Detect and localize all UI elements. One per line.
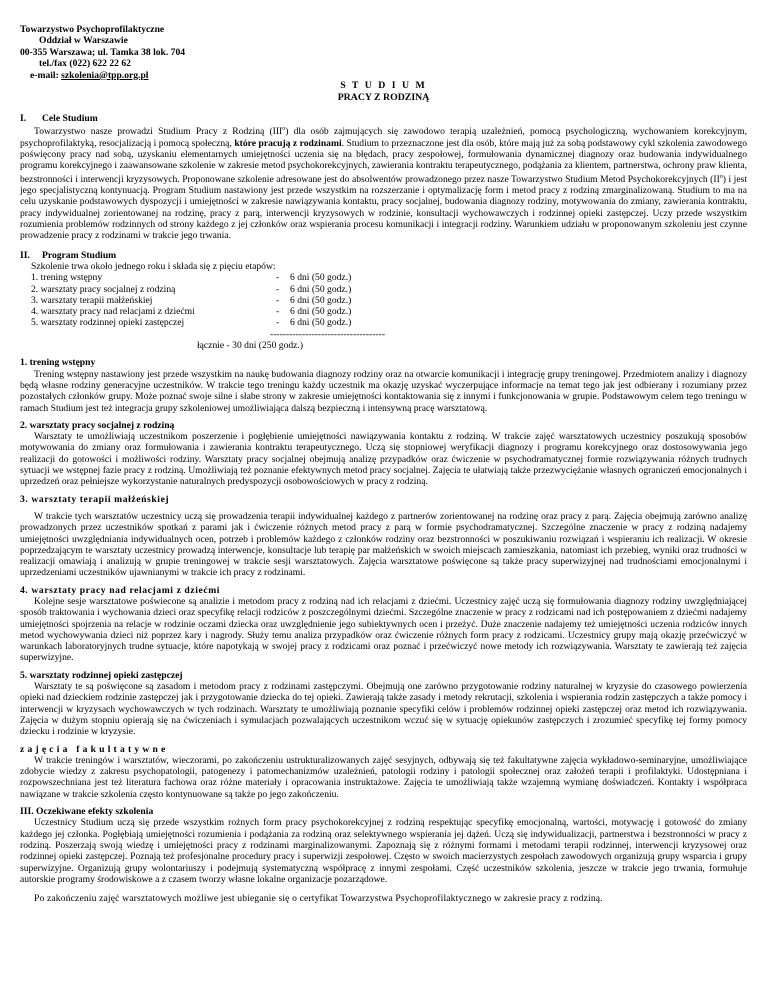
program-schedule xyxy=(31,261,747,351)
optional-classes-text: W trakcie treningów i warsztatów, wieczorami, po zakończeniu ustrukturalizowanych zajęć sesyjnych, odbywają się też fakultatywne zajęcia wykładowo-seminaryjne, umożliwiające zdobycie wiedzy z zakresu psychopatologii, patogenezy i patomechanizmów uzależnień, patologii rodziny i patologii społecznej oraz założeń terapii i profilaktyki. Udostępniana i rozpowszechniana jest też literatura fachowa oraz różne materiały i opracowania instruktażowe. Zajęcia te umożliwiają także wzajemną wymianę doświadczeń. Kontakty i współpraca nawiązane w trakcie szkolenia często kontynuowane są także po jego zakończeniu. xyxy=(20,754,747,800)
section-1-title: Cele Studium xyxy=(42,113,98,125)
document-page xyxy=(20,24,747,904)
section-2-heading xyxy=(20,250,747,261)
schedule-row: 3. warsztaty terapii małżeńskiej - 6 dni (50 godz.) xyxy=(31,294,352,306)
part-5-text: Warsztaty te są poświęcone są zasadom i metodom pracy z rodzinami zastępczymi. Obejmują one zarówno przygotowanie rodziny naturalnej w kryzysie do czasowego powierzenia opieki nad dzieckiem rodzinie zastępczej jak i przygotowanie dziecka do tej opieki. Zawierają także zasady i metody rekrutacji, szkolenia i wspierania rodzin zastępczych a także pomocy i interwencji w kryzysach wychowawczych w tych rodzinach. Warsztaty te umożliwiają poznanie specyfiki celów i problemów rodzinnej opieki zastępczej oraz metod ich rozwiązywania. Zajęcia w dużym stopniu opierają się na ćwiczeniach i symulacjach pozwalających uczestnikom wczuć się w sytuację opiekunów zastępczych i zrozumieć specyfikę tej formy pomocy dziecku i rodzinie w kryzysie. xyxy=(20,681,747,738)
optional-classes-heading: zajęcia fakultatywne xyxy=(20,743,169,755)
schedule-total: łącznie - 30 dni (250 godz.) xyxy=(197,340,304,352)
section-2-number: II. xyxy=(20,249,30,261)
org-phone: tel./fax (022) 622 22 62 xyxy=(39,58,131,70)
schedule-separator: ------------------------------------ xyxy=(270,328,386,340)
part-3-text: W trakcie tych warsztatów uczestnicy uczą się prowadzenia terapii indywidualnej każdego z partnerów zorientowanej na rodzinę oraz pracy z parą. Zajęcia obejmują zarówno analizę prowadzonych przez uczestników spotkań z parami jak i ćwiczenie różnych metod pracy z parą w formie psychodramatycznej. Szczególne znaczenie w pracy z rodziną nadajemy umiejętności uwzględniania indywidualnych ocen, potrzeb i problemów każdego z członków rodziny oraz bezstronności w poszukiwaniu rozwiązań i wspieraniu ich realizacji. W okresie poprzedzającym te warsztaty uczestnicy prowadzą interwencje, konsultacje lub terapię par małżeńskich w swoich miejscach zamieszkania, natomiast ich przebieg, wyniki oraz trudności w realizacji omawiają i analizują w grupie treningowej w trakcie sesji warsztatowych. Zajęcia warsztatowe poświęcone są także pracy superwizyjnej nad trudnościami emocjonalnymi i uprzedzeniami uczestników ujawnianymi w trakcie ich pracy z rodzinami. xyxy=(20,510,747,579)
part-4-heading: 4. warsztaty pracy nad relacjami z dziećmi xyxy=(20,584,221,596)
part-3-heading: 3. warsztaty terapii małżeńskiej xyxy=(20,493,170,505)
title-main: S T U D I U M xyxy=(340,80,427,92)
certificate-note: Po zakończeniu zajęć warsztatowych możliwe jest ubieganie się o certyfikat Towarzystwa Psychoprofilaktycznego w zakresie pracy z rodziną. xyxy=(34,893,603,905)
section-1-number: I. xyxy=(20,113,27,125)
schedule-row: 4. warsztaty pracy nad relacjami z dziećmi - 6 dni (50 godz.) xyxy=(31,306,352,318)
part-4-text: Kolejne sesje warsztatowe poświecone są analizie i metodom pracy z rodziną nad ich relacjami z dziećmi. Uczestnicy zajęć uczą się formułowania diagnozy rodziny uwzględniającej sposób traktowania i wychowania dzieci oraz specyfikę relacji rodziców z poszczególnymi dziećmi. Szczególne znaczenie w pracy z rodzicami nad ich postępowaniem z dziećmi nadajemy umiejętności spojrzenia na relacje w rodzinie oczami dziecka oraz uwzględnienie jego subiektywnych ocen i przeżyć. Duże znaczenie nadajemy też umiejętności uczenia rodziców innych metod wychowywania dzieci niż poprzez kary i nagrody. Służy temu analiza przypadków oraz ćwiczenie różnych form pracy z rodzicami. Uczestnicy grupy mają okazję przećwiczyć w warunkach laboratoryjnych trudne sytuacje, które napotykają w swojej pracy z rodzicami oraz poznać i przećwiczyć nowe metody ich rozwiązywania. Warsztaty te zawierają też zajęcia superwizyjne. xyxy=(20,595,747,664)
schedule-row: 2. warsztaty pracy socjalnej z rodziną - 6 dni (50 godz.) xyxy=(31,283,352,295)
org-address: 00-355 Warszawa; ul. Tamka 38 lok. 704 xyxy=(20,46,186,58)
org-name: Towarzystwo Psychoprofilaktyczne xyxy=(20,24,165,35)
section-3-heading: III. Oczekiwane efekty szkolenia xyxy=(20,806,154,818)
org-branch: Oddział w Warszawie xyxy=(39,35,128,47)
part-5-heading: 5. warsztaty rodzinnej opieki zastępczej xyxy=(20,669,183,681)
part-1-text: Trening wstępny nastawiony jest przede wszystkim na naukę budowania diagnozy rodziny oraz na otwarcie komunikacji i integrację grupy treningowej. Przedmiotem analizy i diagnozy będą własne rodziny generacyjne uczestników. W trakcie tego treningu każdy uczestnik ma okazję uzyskać wyczerpujące informacje na temat tego jak jest odbierany i rozumiany przez pozostałych członków grupy. Może poznać swoje silne i słabe strony w zakresie umiejętności kontaktowania się z innymi i funkcjonowania w grupie. Podstawowym celem tego treningu w ramach Studium jest też integracja grupy szkoleniowej umożliwiająca dalszą bezpieczną i intensywną pracę warsztatową. xyxy=(20,368,747,414)
section-1-text: Towarzystwo nasze prowadzi Studium Pracy z Rodziną (III$^o$) dla osób zajmujących się zawodowo terapią uzależnień, pomocą psychologiczną, wychowaniem korekcyjnym, psychoprofilaktyką, resocjalizacją i pomocą społeczną, które pracują z rodzinami. Studium to przeznaczone jest dla osób, które mają już za sobą podstawowy cykl szkolenia zawodowego poświęcony pracy nad sobą, uzyskaniu elementarnych umiejętności uczenia się na błędach, pracy zespołowej, formułowania dynamicznej diagnozy oraz budowania indywidualnego programu korekcyjnego i zaawansowane szkolenie w zakresie metod psychokorekcyjnych, zawierania kontraktu terapeutycznego, podążania za klientem, partnerstwa, ochrony praw klienta, bezstronności i interwencji kryzysowych. Proponowane szkolenie adresowane jest do absolwentów prowadzonego przez nasze Towarzystwo Studium Metod Psychokorekcyjnych $(II^o)$ i jest jego specjalistyczną kontynuacją. Program Studium nastawiony jest przede wszystkim na rozszerzanie i optymalizację form i metod pracy z rodziną zmarginalizowaną. Studium to ma na celu uzyskanie podstawowych dyspozycji i umiejętności w zakresie nawiązywania kontaktu, pracy socjalnej, budowania diagnozy rodziny, motywowania do zmiany, zawierania kontraktu, pracy indywidualnej zorientowanej na rodzinę, pracy z parą, interwencji kryzysowych w rodzinie, konsultacji wychowawczych i rodzinnej opieki zastępczej. Uczy przede wszystkim rozumienia problemów rodzinnych od strony każdego z jej członków oraz wspierania procesu komunikacji i integracji rodziny. Warunkiem udziału w proponowanym szkoleniu jest czynne prowadzenie pracy z rodzinami w trakcie jego trwania. xyxy=(20,126,748,242)
email-link[interactable]: szkolenia@tpp.org.pl xyxy=(61,69,149,81)
letterhead xyxy=(20,24,747,81)
title-sub: PRACY Z RODZINĄ xyxy=(337,91,430,103)
part-2-heading: 2. warsztaty pracy socjalnej z rodziną xyxy=(20,419,175,431)
schedule-intro: Szkolenie trwa około jednego roku i składa się z pięciu etapów: xyxy=(31,260,276,272)
section-1-heading xyxy=(20,113,747,124)
schedule-row: 5. warsztaty rodzinnej opieki zastępczej - 6 dni (50 godz.) xyxy=(31,317,352,329)
schedule-row: 1. trening wstępny - 6 dni (50 godz.) xyxy=(31,272,352,284)
section-3-text: Uczestnicy Studium uczą się przede wszystkim rożnych form pracy psychokorekcyjnej z rodziną respektując specyfikę emocjonalną, wartości, motywację i gotowość do zmiany każdego jej członka. Pogłębiają umiejętności rozumienia i podążania za rodziną oraz selektywnego wspierania jej dążeń. Uczą się indywidualizacji, partnerstwa i bezstronności w pracy z rodziną. Poszerzają swoją wiedzę i umiejętności pracy z rodzinami marginalizowanymi. Zapoznają się z różnymi formami i metodami terapii rodzinnej, interwencji kryzysowej oraz rodzinnej opieki zastępczej. Poznają też profesjonalne procedury pracy i superwizji zespołowej. Często w swoich macierzystych zespołach zawodowych organizują grupy wsparcia i grupy superwizyjne. Organizują grupy wolontariuszy i podejmują systematyczną współpracę z innymi zespołami. Część uczestników szkolenia, jeszcze w trakcie jego trwania, formułuje autorskie programy środowiskowe a z czasem tworzy własne lokalne organizacje pozarządowe. xyxy=(20,817,747,885)
email-label: e-mail: xyxy=(30,69,62,81)
part-1-heading: 1. trening wstępny xyxy=(20,357,96,369)
section-2-title: Program Studium xyxy=(42,249,117,261)
part-2-text: Warsztaty te umożliwiają uczestnikom poszerzenie i pogłębienie umiejętności nawiązywania kontaktu z rodziną. W trakcie zajęć warsztatowych uczestnicy poszukują sposobów motywowania do zmiany oraz formułowania i zawierania kontraktu terapeutycznego. Uczą się stopniowej weryfikacji diagnozy i programu korekcyjnego oraz dostosowywania jego realizacji do gotowości i możliwości rodziny. Warsztaty pracy socjalnej obejmują analizę przypadków oraz ćwiczenie w psychodramatycznej formie rozwiązywania różnych trudnych sytuacji we wstępnej fazie pracy z rodziną. Umożliwiają też poznanie efektywnych metod pracy socjalnej. Zajęcia te ułatwiają także przezwyciężanie własnych ograniczeń emocjonalnych i uprzedzeń oraz pełniejsze wykorzystanie naturalnych predyspozycji osobowościowych w pracy z rodziną. xyxy=(20,431,747,488)
document-title xyxy=(20,80,747,103)
